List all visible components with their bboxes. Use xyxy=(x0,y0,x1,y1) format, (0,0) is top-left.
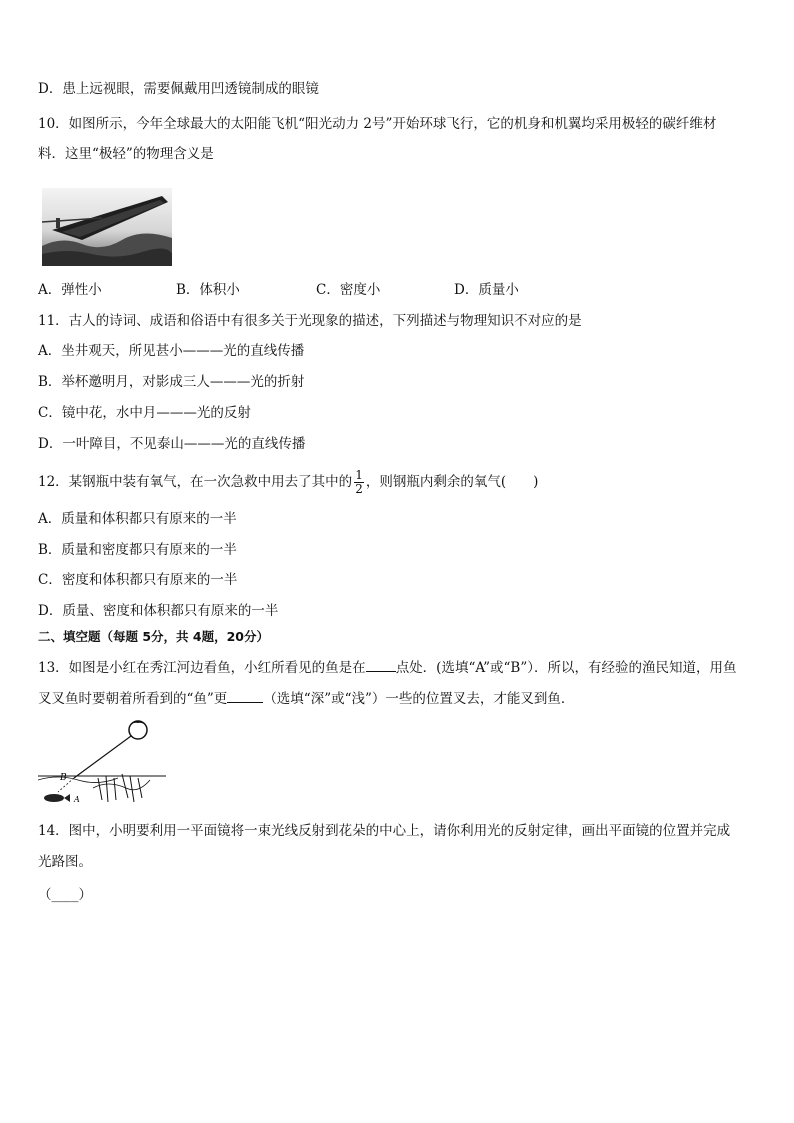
q9-option-d: D．患上远视眼，需要佩戴用凹透镜制成的眼镜 xyxy=(38,81,319,97)
q11-option-a[interactable]: A．坐井观天，所见甚小———光的直线传播 xyxy=(38,343,305,359)
q10-stem-line2: 料．这里“极轻”的物理含义是 xyxy=(38,146,214,162)
q12-option-a[interactable]: A．质量和体积都只有原来的一半 xyxy=(38,511,237,527)
q13-line1-text-a: 13．如图是小红在秀江河边看鱼，小红所看见的鱼是在 xyxy=(38,660,366,676)
q10-option-c[interactable]: C．密度小 xyxy=(316,282,381,298)
q12-fraction-numerator: 1 xyxy=(355,468,363,482)
q14-answer-paren[interactable]: （____） xyxy=(38,887,92,903)
section-2-title: 二、填空题（每题 5分，共 4题，20分） xyxy=(38,629,269,644)
fish-icon xyxy=(44,794,64,802)
fish-observer-figure xyxy=(38,718,166,810)
fish-refraction-diagram xyxy=(38,718,166,810)
q13-line2-text-b: （选填“深”或“浅”）一些的位置叉去，才能叉到鱼． xyxy=(263,691,575,707)
solar-plane-photo xyxy=(42,188,172,266)
q10-option-a[interactable]: A．弹性小 xyxy=(38,282,102,298)
q11-stem: 11．古人的诗词、成语和俗语中有很多关于光现象的描述，下列描述与物理知识不对应的是 xyxy=(38,313,582,329)
q12-stem-after: ，则钢瓶内剩余的氧气( ) xyxy=(365,474,539,490)
solar-plane-image xyxy=(42,188,172,266)
q13-blank-2[interactable] xyxy=(227,688,263,703)
q11-option-d[interactable]: D．一叶障目，不见泰山———光的直线传播 xyxy=(38,436,306,452)
q14-line1: 14．图中，小明要利用一平面镜将一束光线反射到花朵的中心上，请你利用光的反射定律，画出平面镜的位置并完成 xyxy=(38,823,731,839)
q12-fraction-denominator: 2 xyxy=(355,482,363,496)
q12-option-d[interactable]: D．质量、密度和体积都只有原来的一半 xyxy=(38,603,279,619)
q13-line1 xyxy=(38,657,737,677)
q12-option-c[interactable]: C．密度和体积都只有原来的一半 xyxy=(38,572,238,588)
q12-stem xyxy=(38,463,538,501)
q12-fraction xyxy=(354,469,364,496)
q14-line2: 光路图。 xyxy=(38,854,92,870)
q13-line2 xyxy=(38,688,574,708)
q10-options xyxy=(38,281,519,299)
label-a: A xyxy=(74,795,80,804)
label-b: B xyxy=(60,773,67,783)
q10-stem-line1: 10．如图所示，今年全球最大的太阳能飞机“阳光动力 2号”开始环球飞行，它的机身和机翼均采用极轻的碳纤维材 xyxy=(38,116,717,132)
q11-option-c[interactable]: C．镜中花，水中月———光的反射 xyxy=(38,405,251,421)
q11-option-b[interactable]: B．举杯邀明月，对影成三人———光的折射 xyxy=(38,374,305,390)
q12-stem-before: 12．某钢瓶中装有氧气，在一次急救中用去了其中的 xyxy=(38,474,353,490)
q10-option-b[interactable]: B．体积小 xyxy=(176,282,240,298)
q13-line1-text-b: 点处．(选填“A”或“B”）．所以，有经验的渔民知道，用鱼 xyxy=(395,660,737,676)
q13-line2-text-a: 叉叉鱼时要朝着所看到的“鱼”更 xyxy=(38,691,228,707)
q12-option-b[interactable]: B．质量和密度都只有原来的一半 xyxy=(38,542,237,558)
q10-option-d[interactable]: D．质量小 xyxy=(454,282,519,298)
q13-blank-1[interactable] xyxy=(366,657,396,672)
